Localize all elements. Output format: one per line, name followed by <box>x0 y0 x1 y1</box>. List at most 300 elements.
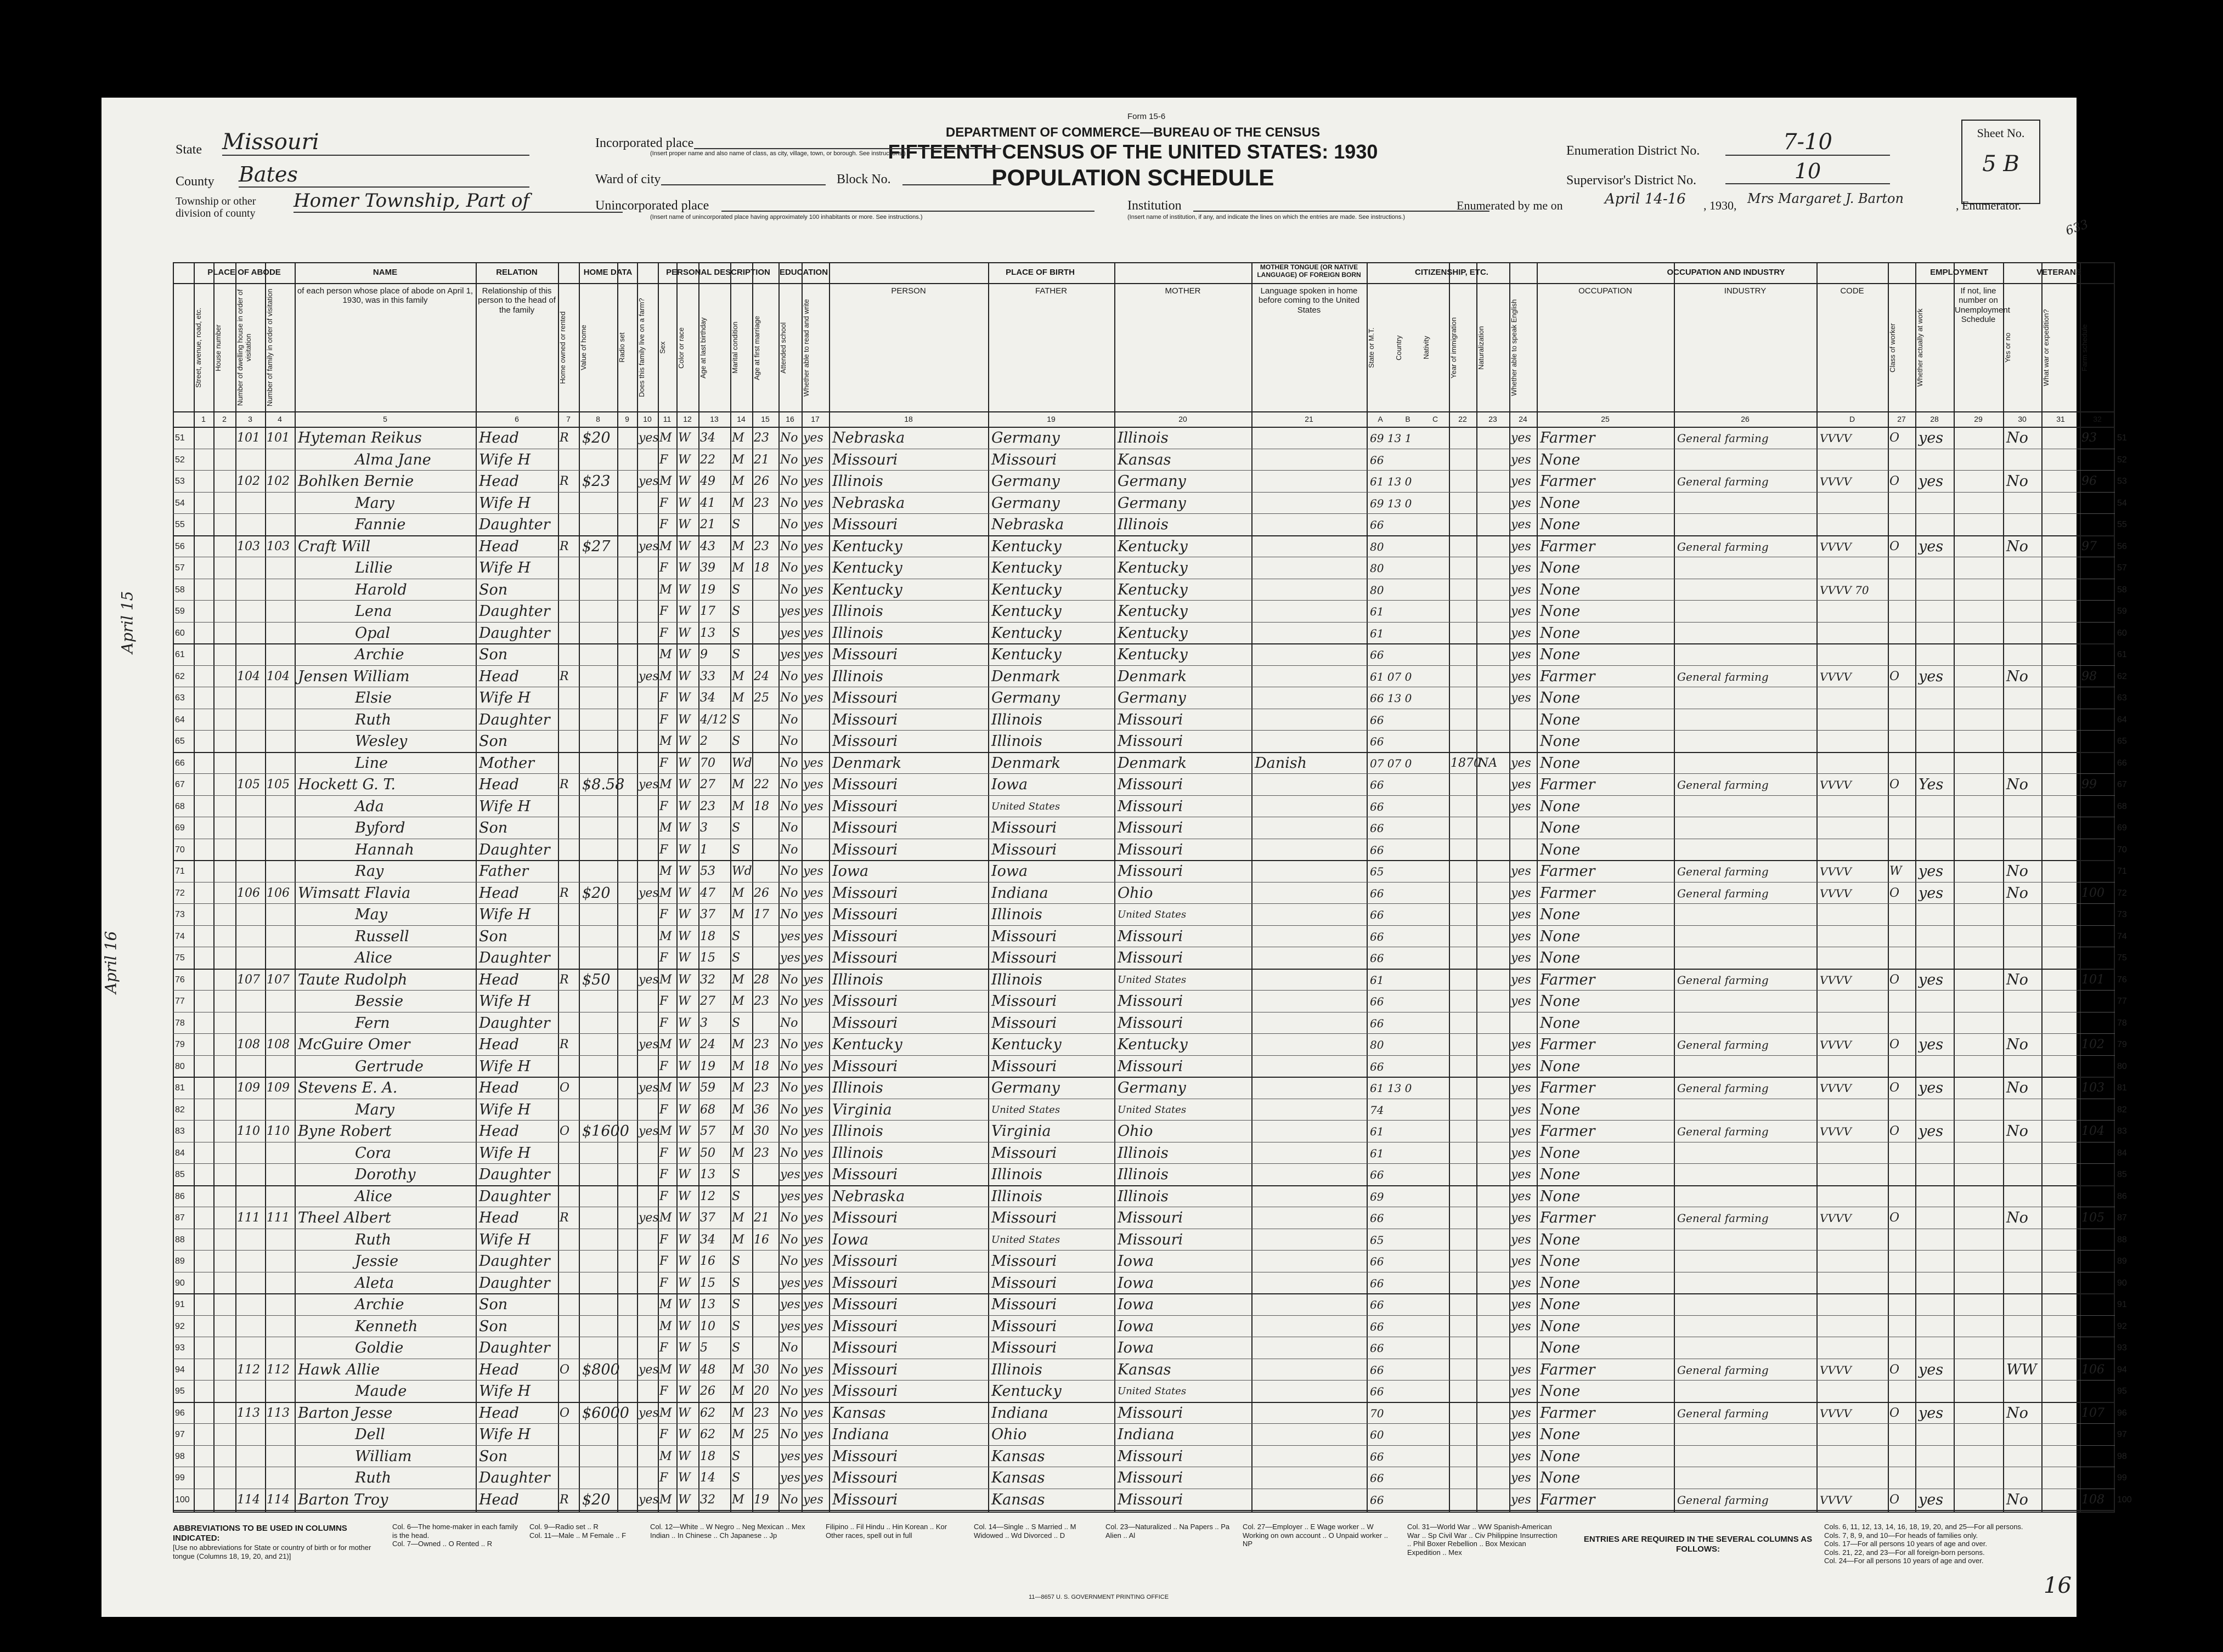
cell-read: yes <box>803 648 823 661</box>
county-label: County <box>176 174 215 189</box>
table-row <box>173 1337 2127 1359</box>
table-row <box>173 1056 2127 1078</box>
column-heading: House number <box>214 324 222 371</box>
cell-dw: 110 <box>237 1124 260 1138</box>
column-number: 10 <box>643 415 652 423</box>
cell-eng: yes <box>1511 452 1531 467</box>
margin-stamp: 633 <box>2063 217 2091 239</box>
cell-race: W <box>678 452 691 467</box>
cell-agem: 23 <box>754 1081 769 1095</box>
line-number-right: 88 <box>2117 1235 2127 1244</box>
cell-race: W <box>678 734 691 748</box>
column-number: 11 <box>663 415 672 423</box>
cell-occ: None <box>1540 733 1581 750</box>
cell-mpob: Germany <box>1118 494 1186 512</box>
cell-name: Wimsatt Flavia <box>298 884 411 902</box>
cell-rel: Wife H <box>479 1101 531 1118</box>
cell-mpob: Missouri <box>1118 797 1183 815</box>
cell-age: 18 <box>700 929 715 943</box>
cell-farmno: 103 <box>2081 1081 2104 1095</box>
cell-sex: M <box>659 1124 672 1138</box>
cell-eng: yes <box>1511 474 1531 488</box>
column-heading: Color or race <box>677 327 685 369</box>
cell-rel: Wife H <box>479 494 531 512</box>
cell-rel: Head <box>479 429 519 446</box>
cell-agem: 24 <box>754 669 769 683</box>
cell-war: No <box>2006 429 2028 446</box>
cell-ocode: VVVV <box>1820 1082 1852 1095</box>
table-row <box>173 1489 2132 1512</box>
cell-agem: 23 <box>754 1038 769 1051</box>
cell-name: Harold <box>355 581 407 598</box>
printer-line: 11—8657 U. S. GOVERNMENT PRINTING OFFICE <box>1029 1594 1169 1600</box>
cell-sex: F <box>659 908 668 921</box>
cell-occ: None <box>1540 906 1581 923</box>
footer-col12 <box>650 1523 815 1540</box>
column-heading: Sex <box>658 341 667 354</box>
cell-mpob: Kentucky <box>1118 538 1188 555</box>
cell-pob: Illinois <box>832 1123 883 1140</box>
cell-cls: O <box>1889 669 1900 683</box>
cell-ind: General farming <box>1677 1363 1769 1377</box>
cell-fpob: Indiana <box>991 1404 1048 1422</box>
cell-occ: Farmer <box>1540 863 1595 880</box>
cell-occ: None <box>1540 927 1581 945</box>
line-number: 65 <box>175 737 185 746</box>
cell-mar: M <box>732 1059 744 1073</box>
cell-fpob: Missouri <box>991 1339 1057 1356</box>
cell-rel: Daughter <box>479 1339 550 1356</box>
unincorporated-label: Unincorporated place <box>595 199 709 213</box>
line-number-right: 64 <box>2117 715 2127 725</box>
cell-sex: M <box>659 1406 672 1420</box>
cell-occ: None <box>1540 949 1581 966</box>
line-number-right: 56 <box>2117 541 2127 551</box>
cell-age: 15 <box>700 951 715 965</box>
cell-agem: 18 <box>754 799 769 813</box>
cell-eng: yes <box>1511 908 1531 921</box>
line-number: 86 <box>175 1191 185 1201</box>
cell-read: yes <box>803 1102 823 1117</box>
cell-sex: F <box>659 994 668 1008</box>
cell-mpob: Germany <box>1118 473 1186 490</box>
abbrev-title: ABBREVIATIONS TO BE USED IN COLUMNS INDICATED: <box>173 1524 347 1543</box>
cell-age: 32 <box>700 1492 715 1507</box>
cell-mpob: Germany <box>1118 1079 1186 1096</box>
cell-mpob: Missouri <box>1118 1231 1183 1248</box>
cell-eng: yes <box>1511 1492 1531 1507</box>
cell-code: 66 <box>1370 1450 1384 1463</box>
cell-own: R <box>560 886 569 900</box>
cell-mar: S <box>732 648 741 661</box>
cell-fpob: Missouri <box>991 927 1057 945</box>
cell-sch: No <box>780 1232 798 1247</box>
cell-fpob: Kentucky <box>991 1383 1062 1400</box>
cell-mar: M <box>732 1384 744 1398</box>
cell-fpob: Kansas <box>991 1447 1045 1465</box>
table-row <box>173 1207 2127 1229</box>
column-number: 16 <box>786 415 794 423</box>
sheet-value: 5 B <box>1982 151 2019 177</box>
cell-rel: Daughter <box>479 949 550 966</box>
line-number: 56 <box>175 541 185 551</box>
cell-ind: General farming <box>1677 1493 1769 1507</box>
cell-rel: Wife H <box>479 906 531 923</box>
entries-title: ENTRIES ARE REQUIRED IN THE SEVERAL COLUMNS AS FOLLOWS: <box>1583 1535 1813 1554</box>
cell-own: O <box>560 1362 570 1377</box>
line-number: 60 <box>175 628 185 638</box>
cell-eng: yes <box>1511 626 1531 640</box>
cell-agem: 23 <box>754 994 769 1008</box>
cell-occ: None <box>1540 1014 1581 1032</box>
cell-code: 66 <box>1370 908 1384 921</box>
cell-name: Mary <box>355 1101 394 1118</box>
cell-code: 66 <box>1370 822 1384 835</box>
line-number-right: 85 <box>2117 1170 2127 1179</box>
cell-ocode: VVVV <box>1820 432 1852 445</box>
cell-fam: 105 <box>267 778 290 791</box>
cell-farmno: 98 <box>2081 669 2097 683</box>
cell-code: 66 <box>1370 800 1384 813</box>
block-line <box>902 170 1001 185</box>
table-row <box>173 1402 2127 1424</box>
column-number: 23 <box>1488 415 1497 423</box>
cell-sch: yes <box>780 1449 800 1463</box>
line-number-right: 80 <box>2117 1061 2127 1071</box>
cell-race: W <box>678 669 691 683</box>
cell-occ: None <box>1540 841 1581 858</box>
cell-mar: M <box>732 1146 744 1160</box>
cell-occ: Farmer <box>1540 667 1595 685</box>
cell-agem: 21 <box>754 452 769 467</box>
cell-mar: S <box>732 582 741 597</box>
cell-read: yes <box>803 452 823 467</box>
cell-mar: M <box>732 496 744 510</box>
cell-sch: yes <box>780 1189 800 1203</box>
cell-age: 9 <box>700 648 708 661</box>
cell-fpob: Iowa <box>991 776 1028 793</box>
line-number-right: 51 <box>2117 433 2127 443</box>
cell-eng: yes <box>1511 1298 1531 1311</box>
cell-mar: S <box>732 1189 741 1203</box>
cell-eng: yes <box>1511 1428 1531 1441</box>
cell-occ: Farmer <box>1540 1491 1595 1508</box>
township-value: Homer Township, Part of <box>294 190 623 213</box>
entries-2: Cols. 7, 8, 9, and 10—For heads of families only. <box>1824 1531 1978 1540</box>
cell-eng: yes <box>1511 1406 1531 1420</box>
column-number: 8 <box>596 415 600 423</box>
cell-race: W <box>678 626 691 640</box>
cell-rel: Head <box>479 884 519 902</box>
table-row <box>173 1121 2127 1142</box>
column-number: 31 <box>2056 415 2065 423</box>
cell-farmno: 96 <box>2081 474 2097 488</box>
cell-read: yes <box>803 1298 823 1311</box>
cell-occ: Farmer <box>1540 884 1595 902</box>
cell-sex: F <box>659 1471 668 1485</box>
footer-col31 <box>1407 1523 1561 1557</box>
table-row <box>173 471 2127 493</box>
cell-pob: Illinois <box>832 473 883 490</box>
cell-eng: yes <box>1511 691 1531 705</box>
cell-read: yes <box>803 431 823 445</box>
cell-eng: yes <box>1511 561 1531 575</box>
cell-farmno: 104 <box>2081 1124 2104 1138</box>
cell-pob: Missouri <box>832 1296 898 1313</box>
cell-name: Fannie <box>355 516 406 533</box>
cell-mar: M <box>732 886 744 900</box>
column-heading: Street, avenue, road, etc. <box>194 308 202 388</box>
column-heading: Whether actually at work <box>1916 308 1924 387</box>
cell-eng: yes <box>1511 1124 1531 1138</box>
cell-sch: No <box>780 1038 798 1051</box>
cell-read: yes <box>803 864 823 878</box>
cell-sex: F <box>659 1146 668 1160</box>
cell-occ: None <box>1540 1144 1581 1162</box>
column-number: 21 <box>1305 415 1313 423</box>
cell-sch: No <box>780 1016 798 1030</box>
cell-ind: General farming <box>1677 886 1769 900</box>
line-number: 59 <box>175 607 185 616</box>
group-heading: MOTHER TONGUE (OR NATIVE LANGUAGE) OF FOREIGN BORN <box>1257 263 1361 279</box>
cell-mar: S <box>732 1471 741 1485</box>
column-heading: Yes or no <box>2004 332 2012 363</box>
cell-own: R <box>560 1038 569 1051</box>
footer-col9-text: Col. 9—Radio set .. R <box>529 1523 599 1531</box>
cell-ocode: VVVV <box>1820 1406 1852 1420</box>
cell-war: No <box>2006 884 2028 902</box>
cell-war: No <box>2006 667 2028 685</box>
cell-own: R <box>560 669 569 683</box>
cell-rel: Wife H <box>479 1057 531 1075</box>
cell-age: 3 <box>700 1016 708 1030</box>
cell-fpob: Germany <box>991 429 1060 446</box>
cell-pob: Virginia <box>832 1101 892 1118</box>
cell-farmno: 107 <box>2081 1406 2104 1420</box>
cell-race: W <box>678 1038 691 1051</box>
cell-farm: yes <box>639 431 659 445</box>
column-heading: Country <box>1395 335 1403 360</box>
cell-val: $27 <box>582 538 611 555</box>
column-number: 13 <box>710 415 719 423</box>
cell-dw: 104 <box>237 669 260 683</box>
footer-col6-text: Col. 6—The home-maker in each family is the head. <box>392 1523 518 1540</box>
group-heading: RELATION <box>496 268 538 277</box>
footer-col31-text: Col. 31—World War .. WW Spanish-American War .. Sp Civil War .. Civ Philippine Insurrection .. Phil Boxer Rebellion .. Box Mexican Expedition .. Mex <box>1407 1523 1558 1557</box>
cell-agem: 23 <box>754 1406 769 1420</box>
cell-agem: 30 <box>754 1362 769 1377</box>
column-number: 12 <box>683 415 692 423</box>
cell-sch: No <box>780 669 798 683</box>
cell-mar: S <box>732 1341 741 1355</box>
cell-age: 48 <box>700 1362 715 1377</box>
cell-mar: S <box>732 1298 741 1311</box>
cell-read: yes <box>803 908 823 921</box>
cell-read: yes <box>803 1059 823 1073</box>
line-number: 77 <box>175 997 185 1006</box>
column-heading: Whether able to speak English <box>1510 299 1518 397</box>
cell-fpob: Illinois <box>991 733 1042 750</box>
column-number: 7 <box>566 415 571 423</box>
cell-pob: Kansas <box>832 1404 886 1422</box>
cell-mar: S <box>732 1319 741 1333</box>
cell-age: 16 <box>700 1254 715 1268</box>
state-value: Missouri <box>222 129 529 156</box>
cell-dw: 103 <box>237 539 260 553</box>
cell-read: yes <box>803 1189 823 1203</box>
column-heading: MOTHER <box>1165 286 1201 296</box>
cell-code: 69 <box>1370 1190 1384 1203</box>
cell-code: 66 <box>1370 930 1384 943</box>
cell-fpob: Indiana <box>991 884 1048 902</box>
cell-read: yes <box>803 1406 823 1420</box>
cell-rel: Head <box>479 1079 519 1096</box>
line-number-right: 79 <box>2117 1040 2127 1049</box>
cell-code: 66 <box>1370 778 1384 791</box>
cell-fam: 101 <box>267 431 290 445</box>
cell-fpob: Missouri <box>991 451 1057 468</box>
cell-occ: None <box>1540 1231 1581 1248</box>
cell-sch: No <box>780 496 798 510</box>
cell-ocode: VVVV <box>1820 1363 1852 1377</box>
column-number: A <box>1378 415 1383 423</box>
cell-code: 66 <box>1370 1016 1384 1030</box>
cell-pob: Missouri <box>832 776 898 793</box>
cell-code: 66 13 0 <box>1370 692 1412 705</box>
cell-race: W <box>678 1406 691 1420</box>
line-number: 91 <box>175 1300 185 1309</box>
cell-work: yes <box>1919 667 1944 685</box>
cell-eng: yes <box>1511 864 1531 878</box>
cell-pob: Denmark <box>832 754 901 772</box>
cell-ocode: VVVV <box>1820 778 1852 791</box>
cell-name: Wesley <box>355 733 408 750</box>
cell-sex: M <box>659 431 672 445</box>
column-heading: Radio set <box>618 332 626 363</box>
line-number-right: 60 <box>2117 628 2127 638</box>
line-number-right: 76 <box>2117 975 2127 985</box>
cell-fpob: Missouri <box>991 1209 1057 1226</box>
cell-code: 66 <box>1370 886 1384 900</box>
cell-mar: S <box>732 842 741 857</box>
cell-age: 32 <box>700 972 715 987</box>
cell-fpob: Missouri <box>991 1253 1057 1270</box>
cell-ocode: VVVV <box>1820 973 1852 987</box>
cell-mpob: Missouri <box>1118 1447 1183 1465</box>
cell-occ: Farmer <box>1540 538 1595 555</box>
cell-race: W <box>678 1232 691 1247</box>
cell-read: yes <box>803 1471 823 1485</box>
footer-entries-title <box>1583 1535 1813 1554</box>
cell-read: yes <box>803 1492 823 1507</box>
cell-pob: Missouri <box>832 1447 898 1465</box>
cell-sex: M <box>659 864 672 878</box>
table-row <box>173 1272 2127 1295</box>
line-number-right: 81 <box>2117 1083 2127 1093</box>
cell-imm: 1870 <box>1451 756 1481 770</box>
enumerated-label: Enumerated by me on <box>1457 199 1563 212</box>
table-row <box>173 753 2127 774</box>
column-number: 25 <box>1601 415 1610 423</box>
incorporated-label: Incorporated place <box>595 136 694 150</box>
cell-code: 66 <box>1370 453 1384 467</box>
cell-mar: M <box>732 561 744 575</box>
cell-race: W <box>678 1254 691 1268</box>
cell-name: Hyteman Reikus <box>298 429 422 446</box>
footer-col14 <box>974 1523 1094 1540</box>
cell-pob: Missouri <box>832 993 898 1010</box>
cell-read: yes <box>803 994 823 1008</box>
cell-code: 61 <box>1370 1125 1384 1138</box>
cell-mpob: Kansas <box>1118 1361 1171 1378</box>
group-heading: PLACE OF BIRTH <box>1006 268 1075 277</box>
cell-sch: yes <box>780 951 800 965</box>
cell-sex: M <box>659 1211 672 1225</box>
column-heading: What war or expedition? <box>2042 309 2050 387</box>
cell-age: 50 <box>700 1146 715 1160</box>
column-heading: Year of immigration <box>1449 317 1458 378</box>
cell-eng: yes <box>1511 1254 1531 1268</box>
cell-code: 61 13 0 <box>1370 1082 1412 1095</box>
cell-mpob: Indiana <box>1118 1426 1175 1443</box>
cell-agem: 26 <box>754 474 769 488</box>
cell-sex: M <box>659 1319 672 1333</box>
footer-col9 <box>529 1523 639 1540</box>
entries-1: Cols. 6, 11, 12, 13, 14, 16, 18, 19, 20, and 25—For all persons. <box>1824 1523 2023 1531</box>
cell-read: yes <box>803 756 823 770</box>
line-number: 78 <box>175 1018 185 1028</box>
cell-work: yes <box>1919 971 1944 988</box>
cell-occ: Farmer <box>1540 473 1595 490</box>
cell-rel: Daughter <box>479 603 550 620</box>
cell-sex: M <box>659 886 672 900</box>
line-number: 79 <box>175 1040 185 1049</box>
cell-read: yes <box>803 972 823 987</box>
cell-war: No <box>2006 1209 2028 1226</box>
cell-work: yes <box>1919 1123 1944 1140</box>
cell-agem: 23 <box>754 1146 769 1160</box>
cell-pob: Missouri <box>832 927 898 945</box>
cell-work: yes <box>1919 863 1944 880</box>
column-number: 1 <box>201 415 206 423</box>
cell-read: yes <box>803 1232 823 1247</box>
table-row <box>173 1034 2127 1056</box>
table-row <box>173 904 2127 926</box>
cell-mpob: Missouri <box>1118 1057 1183 1075</box>
cell-age: 17 <box>700 604 715 618</box>
cell-sex: M <box>659 669 672 683</box>
cell-age: 49 <box>700 474 715 488</box>
line-number-right: 67 <box>2117 780 2127 789</box>
cell-name: Fern <box>355 1014 390 1032</box>
cell-age: 1 <box>700 842 708 857</box>
line-number: 64 <box>175 715 185 725</box>
column-number: 32 <box>2093 415 2102 423</box>
cell-sex: M <box>659 929 672 943</box>
line-number-right: 69 <box>2117 823 2127 833</box>
cell-name: Russell <box>355 927 409 945</box>
cell-race: W <box>678 1211 691 1225</box>
cell-ind: General farming <box>1677 1082 1769 1095</box>
cell-code: 80 <box>1370 562 1384 575</box>
column-number: 27 <box>1897 415 1906 423</box>
line-number: 72 <box>175 888 185 898</box>
cell-fpob: Missouri <box>991 1144 1057 1162</box>
line-number-right: 72 <box>2117 888 2127 898</box>
cell-occ: None <box>1540 1101 1581 1118</box>
line-number-right: 94 <box>2117 1365 2127 1374</box>
cell-agem: 19 <box>754 1492 769 1507</box>
